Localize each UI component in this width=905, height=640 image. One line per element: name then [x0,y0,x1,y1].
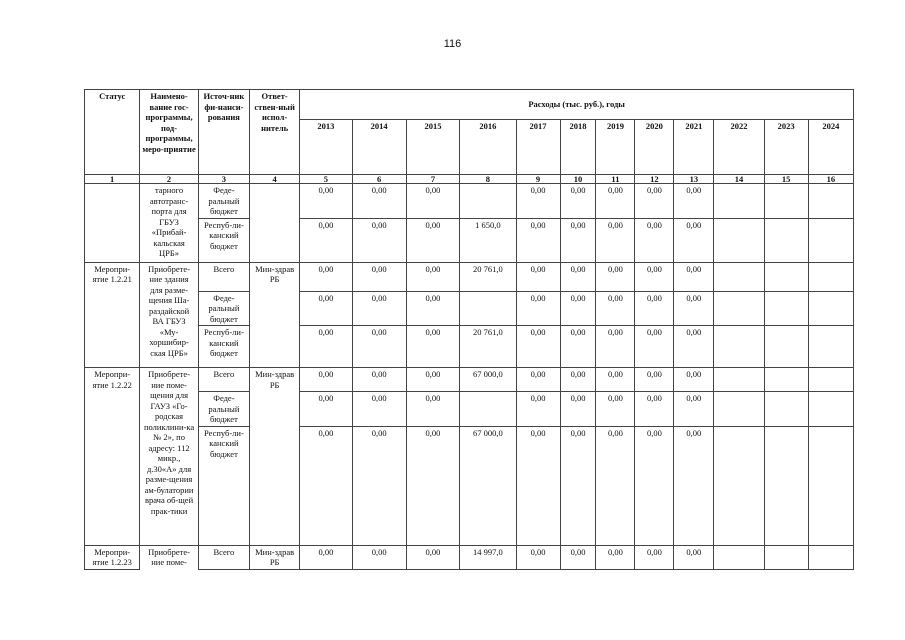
value-cell: 0,00 [516,326,560,368]
value-cell: 0,00 [516,218,560,262]
value-cell [714,326,764,368]
header-year: 2014 [352,120,406,175]
source-cell: Феде-ральный бюджет [198,392,249,427]
table-row [85,326,854,368]
value-cell: 0,00 [516,262,560,291]
value-cell [808,262,853,291]
value-cell [808,184,853,219]
value-cell: 0,00 [352,262,406,291]
value-cell: 0,00 [406,326,459,368]
source-cell: Феде-ральный бюджет [198,291,249,326]
value-cell: 0,00 [352,326,406,368]
header-year: 2024 [808,120,853,175]
name-cell: Приобрете-ние поме-щения для ГАУЗ «Го-родская поликлини-ка № 2», по адресу: 112 микр., д.30«А» для разме-щения ам-булатории врача об-щей прак-тики [140,368,198,546]
table-row [85,426,854,545]
value-cell: 0,00 [516,545,560,569]
header-year: 2015 [406,120,459,175]
column-number: 9 [516,175,560,184]
header-source: Источ-ник фи-нанси-рования [198,90,249,175]
value-cell: 0,00 [352,184,406,219]
header-year: 2021 [674,120,714,175]
value-cell: 0,00 [352,426,406,545]
value-cell: 0,00 [560,218,596,262]
value-cell: 67 000,0 [460,368,516,392]
value-cell [808,392,853,427]
name-cell: Приобрете-ние здания для разме-щения Ша-раздайской ВА ГБУЗ «Му-хоршибир-ская ЦРБ» [140,262,198,368]
value-cell: 0,00 [596,426,635,545]
value-cell: 0,00 [596,326,635,368]
column-number: 15 [764,175,808,184]
value-cell: 0,00 [560,426,596,545]
value-cell [714,262,764,291]
value-cell: 0,00 [560,392,596,427]
value-cell: 0,00 [406,545,459,569]
value-cell: 0,00 [560,545,596,569]
name-cell: Приобрете-ние поме- [140,545,198,569]
table-row [85,545,854,569]
value-cell: 0,00 [635,392,674,427]
value-cell [808,291,853,326]
header-executor: Ответ-ствен-ный испол-нитель [250,90,300,175]
header-name: Наимено-вание гос-программы, под-программы, меро-приятие [140,90,198,175]
value-cell: 0,00 [596,291,635,326]
value-cell: 0,00 [674,426,714,545]
header-year: 2023 [764,120,808,175]
value-cell: 0,00 [406,291,459,326]
value-cell: 67 000,0 [460,426,516,545]
value-cell [714,184,764,219]
value-cell: 0,00 [635,291,674,326]
value-cell: 0,00 [674,218,714,262]
status-cell: Меропри-ятие 1.2.21 [85,262,140,368]
executor-cell: Мин-здрав РБ [250,262,300,368]
value-cell [764,545,808,569]
table-row [85,184,854,219]
value-cell: 0,00 [406,262,459,291]
column-number: 14 [714,175,764,184]
value-cell: 0,00 [674,545,714,569]
column-number: 11 [596,175,635,184]
value-cell [764,262,808,291]
value-cell: 0,00 [635,262,674,291]
value-cell [808,545,853,569]
value-cell: 0,00 [516,291,560,326]
value-cell: 0,00 [352,392,406,427]
value-cell [714,218,764,262]
executor-cell: Мин-здрав РБ [250,368,300,546]
value-cell: 0,00 [596,368,635,392]
value-cell: 0,00 [635,368,674,392]
value-cell [808,326,853,368]
value-cell [764,291,808,326]
table-body [85,184,854,570]
value-cell: 0,00 [516,426,560,545]
value-cell: 0,00 [300,326,352,368]
value-cell: 0,00 [300,218,352,262]
value-cell: 0,00 [516,368,560,392]
status-cell: Меропри-ятие 1.2.22 [85,368,140,546]
value-cell: 14 997,0 [460,545,516,569]
column-number: 3 [198,175,249,184]
value-cell: 0,00 [635,218,674,262]
column-number: 7 [406,175,459,184]
value-cell [808,218,853,262]
value-cell [714,426,764,545]
value-cell: 0,00 [352,291,406,326]
column-number: 12 [635,175,674,184]
value-cell: 0,00 [674,326,714,368]
header-year: 2022 [714,120,764,175]
value-cell: 0,00 [406,368,459,392]
column-numbers-row [85,175,854,184]
value-cell [714,392,764,427]
value-cell: 0,00 [406,218,459,262]
source-cell: Респуб-ли-канский бюджет [198,426,249,545]
table-row [85,291,854,326]
value-cell: 1 650,0 [460,218,516,262]
expenses-table [84,89,854,570]
status-cell [85,184,140,263]
value-cell: 0,00 [596,545,635,569]
source-cell: Респуб-ли-канский бюджет [198,326,249,368]
value-cell: 0,00 [674,262,714,291]
value-cell: 0,00 [596,262,635,291]
value-cell: 0,00 [516,184,560,219]
column-number: 2 [140,175,198,184]
column-number: 5 [300,175,352,184]
value-cell: 0,00 [300,262,352,291]
value-cell: 0,00 [596,218,635,262]
column-number: 4 [250,175,300,184]
page-number: 116 [443,38,462,50]
value-cell: 0,00 [300,368,352,392]
value-cell: 0,00 [300,184,352,219]
value-cell: 0,00 [674,392,714,427]
value-cell [764,426,808,545]
header-year: 2020 [635,120,674,175]
value-cell [460,184,516,219]
column-number: 1 [85,175,140,184]
table-row [85,262,854,291]
value-cell: 0,00 [352,545,406,569]
value-cell: 0,00 [352,368,406,392]
header-year: 2013 [300,120,352,175]
executor-cell: Мин-здрав РБ [250,545,300,569]
value-cell: 0,00 [560,368,596,392]
header-year: 2019 [596,120,635,175]
header-status: Статус [85,90,140,175]
value-cell [460,291,516,326]
value-cell: 0,00 [596,392,635,427]
table-row [85,368,854,392]
header-year: 2018 [560,120,596,175]
status-cell: Меропри-ятие 1.2.23 [85,545,140,569]
value-cell: 0,00 [674,291,714,326]
table-row [85,392,854,427]
source-cell: Всего [198,545,249,569]
header-year: 2016 [460,120,516,175]
value-cell: 0,00 [635,426,674,545]
column-number: 13 [674,175,714,184]
value-cell [764,392,808,427]
column-number: 10 [560,175,596,184]
value-cell: 0,00 [406,184,459,219]
value-cell [714,291,764,326]
value-cell: 0,00 [560,291,596,326]
column-number: 6 [352,175,406,184]
value-cell: 0,00 [406,392,459,427]
header-row-1 [85,90,854,120]
source-cell: Всего [198,368,249,392]
column-number: 16 [808,175,853,184]
value-cell: 0,00 [300,545,352,569]
value-cell [764,218,808,262]
name-cell: тарного автотранс-порта для ГБУЗ «Прибай-кальская ЦРБ» [140,184,198,263]
column-number: 8 [460,175,516,184]
value-cell [764,326,808,368]
value-cell: 0,00 [635,326,674,368]
value-cell: 20 761,0 [460,326,516,368]
value-cell: 0,00 [560,326,596,368]
value-cell: 0,00 [635,545,674,569]
header-year: 2017 [516,120,560,175]
value-cell: 0,00 [300,392,352,427]
value-cell: 0,00 [596,184,635,219]
header-expenses: Расходы (тыс. руб.), годы [300,90,854,120]
value-cell: 0,00 [674,368,714,392]
executor-cell [250,184,300,263]
value-cell: 0,00 [516,392,560,427]
value-cell: 0,00 [560,262,596,291]
value-cell: 0,00 [352,218,406,262]
source-cell: Всего [198,262,249,291]
value-cell [764,368,808,392]
value-cell: 0,00 [635,184,674,219]
value-cell [764,184,808,219]
value-cell: 20 761,0 [460,262,516,291]
value-cell: 0,00 [300,426,352,545]
value-cell: 0,00 [300,291,352,326]
source-cell: Феде-ральный бюджет [198,184,249,219]
source-cell: Респуб-ли-канский бюджет [198,218,249,262]
value-cell [714,368,764,392]
value-cell: 0,00 [560,184,596,219]
value-cell [714,545,764,569]
value-cell: 0,00 [406,426,459,545]
value-cell [808,368,853,392]
value-cell [460,392,516,427]
table-row [85,218,854,262]
value-cell: 0,00 [674,184,714,219]
value-cell [808,426,853,545]
